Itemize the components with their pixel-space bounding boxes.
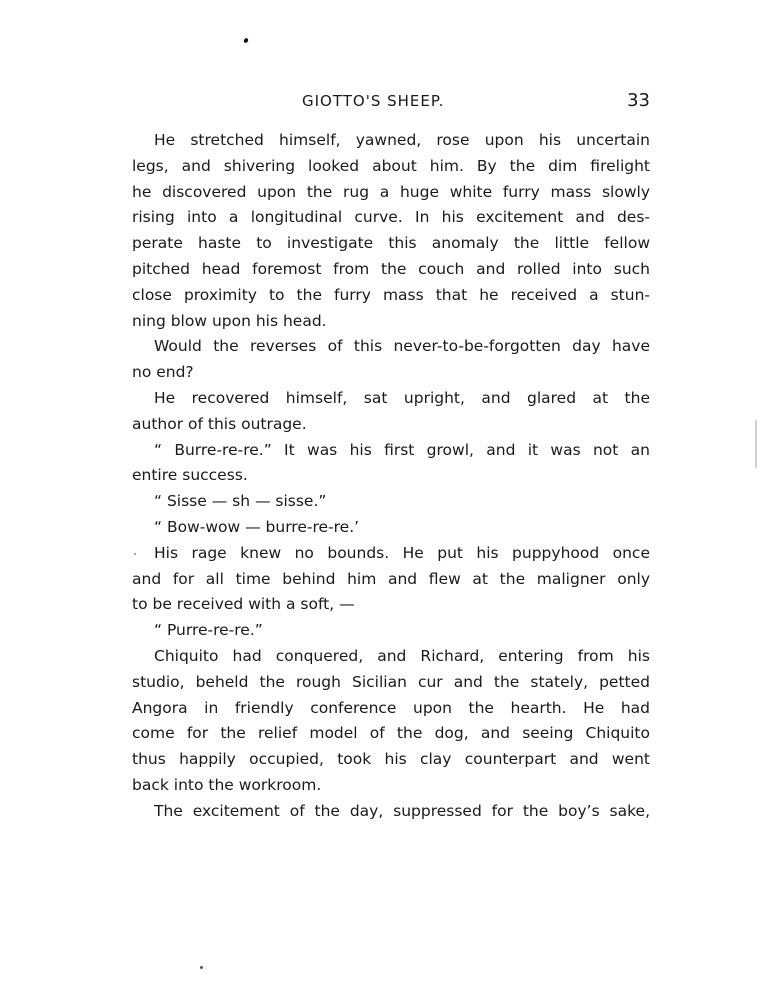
text-line: studio, beheld the rough Sicilian cur and the stately, petted [132, 672, 650, 691]
text-line: to be received with a soft, — [132, 595, 355, 614]
text-line: Would the reverses of this never-to-be-forgotten day have [154, 337, 650, 356]
text-line: “ Burre-re-re.” It was his first growl, and it was not an [154, 440, 650, 459]
text-line: come for the relief model of the dog, and seeing Chiquito [132, 724, 650, 743]
text-line: entire success. [132, 466, 248, 485]
text-line: He recovered himself, sat upright, and glared at the [154, 388, 650, 407]
ink-speck [200, 966, 203, 969]
text-line: legs, and shivering looked about him. By the dim firelight [132, 156, 650, 175]
text-line: Chiquito had conquered, and Richard, entering from his [154, 646, 650, 665]
page-number: 33 [627, 90, 650, 111]
text-line: “ Bow-wow — burre-re-re.’ [154, 517, 360, 536]
body-text [132, 128, 650, 825]
text-line: rising into a longitudinal curve. In his excitement and des- [132, 208, 650, 227]
text-line: ning blow upon his head. [132, 311, 327, 330]
text-line: Angora in friendly conference upon the hearth. He had [132, 698, 650, 717]
running-title: GIOTTO'S SHEEP. [302, 92, 445, 110]
ink-speck [243, 37, 249, 43]
text-line: author of this outrage. [132, 414, 307, 433]
text-line: he discovered upon the rug a huge white furry mass slowly [132, 182, 650, 201]
text-line: thus happily occupied, took his clay counterpart and went [132, 750, 650, 769]
text-line: back into the workroom. [132, 775, 322, 794]
text-line: and for all time behind him and flew at the maligner only [132, 569, 650, 588]
scan-mark [755, 420, 757, 468]
page-header [130, 92, 650, 116]
text-line: no end? [132, 363, 194, 382]
text-line: The excitement of the day, suppressed for the boy’s sake, [154, 801, 650, 820]
text-line: close proximity to the furry mass that he received a stun- [132, 285, 650, 304]
text-line: perate haste to investigate this anomaly the little fellow [132, 234, 650, 253]
text-line: His rage knew no bounds. He put his puppyhood once [154, 543, 650, 562]
text-line: pitched head foremost from the couch and rolled into such [132, 259, 650, 278]
text-line: “ Sisse — sh — sisse.” [154, 492, 327, 511]
text-line: He stretched himself, yawned, rose upon his uncertain [154, 131, 650, 149]
text-line: “ Purre-re-re.” [154, 621, 263, 640]
